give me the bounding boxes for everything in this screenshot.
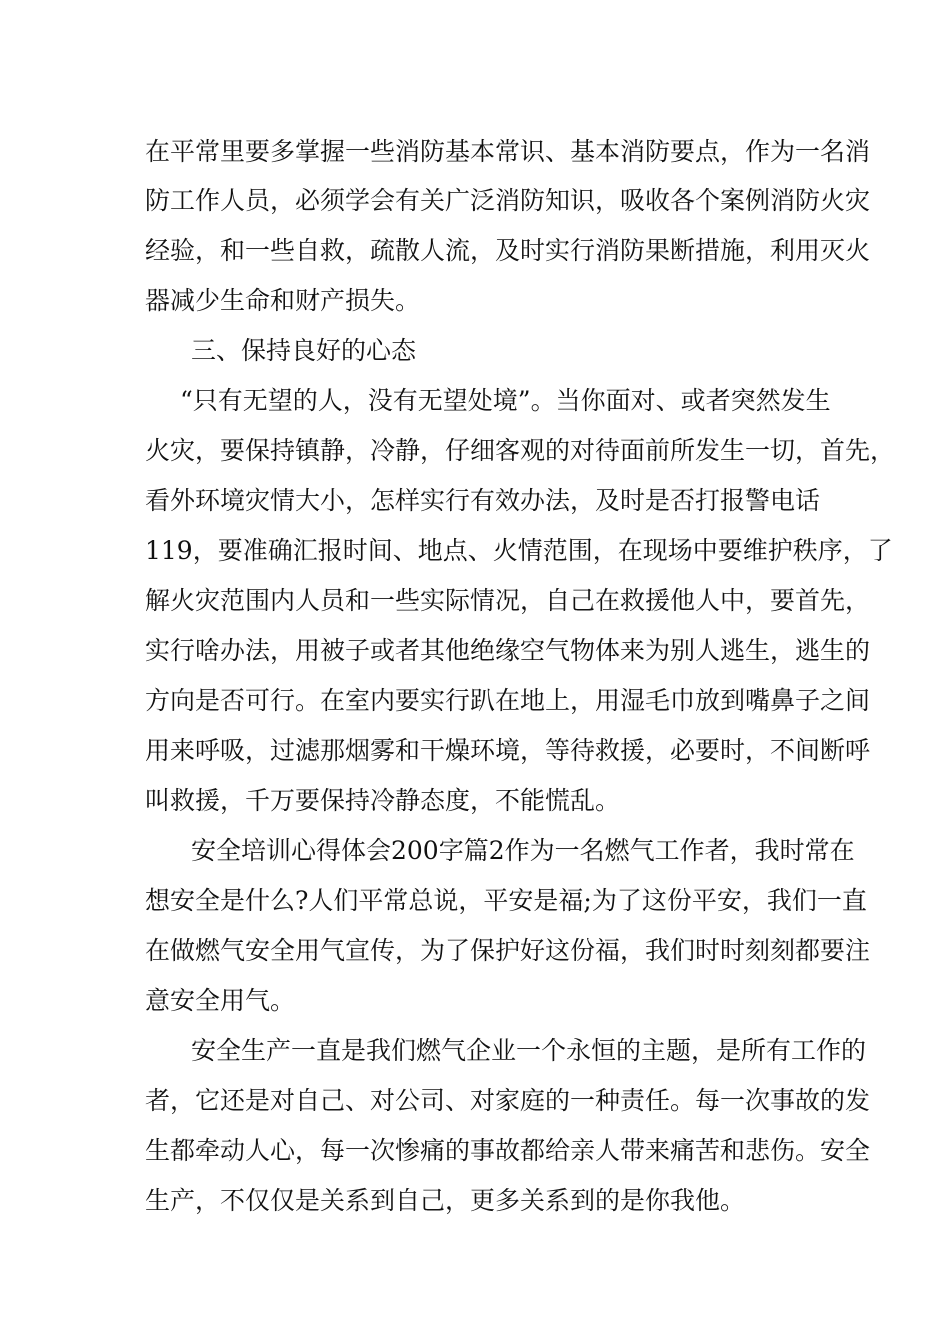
text-line [145, 1086, 950, 1136]
text-line-content: 者，它还是对自己、对公司、对家庭的一种责任。每一次事故的发 [145, 1086, 871, 1115]
text-line [145, 436, 950, 486]
text-line-content: 叫救援，千万要保持冷静态度，不能慌乱。 [145, 786, 621, 815]
text-line-content: 防工作人员，必须学会有关广泛消防知识，吸收各个案例消防火灾 [145, 186, 871, 215]
text-line [145, 137, 950, 187]
text-line [191, 836, 950, 886]
section-heading [191, 336, 950, 386]
text-line [180, 386, 950, 436]
text-line [145, 486, 950, 536]
text-line-content: 意安全用气。 [145, 986, 296, 1015]
text-line [145, 286, 950, 336]
text-line [145, 886, 950, 936]
text-line [145, 586, 950, 636]
text-line-content: 安全生产一直是我们燃气企业一个永恒的主题，是所有工作的 [191, 1036, 867, 1065]
text-line [145, 636, 950, 686]
text-line-content: 实行啥办法，用被子或者其他绝缘空气物体来为别人逃生，逃生的 [145, 636, 871, 665]
text-line-content: 生都牵动人心，每一次惨痛的事故都给亲人带来痛苦和悲伤。安全 [145, 1136, 871, 1165]
text-line-content: 安全培训心得体会200字篇2作为一名燃气工作者，我时常在 [191, 836, 855, 865]
text-line [145, 1186, 950, 1236]
text-line-content: 方向是否可行。在室内要实行趴在地上，用湿毛巾放到嘴鼻子之间 [145, 686, 871, 715]
text-line-content: 在平常里要多掌握一些消防基本常识、基本消防要点，作为一名消 [145, 137, 871, 166]
text-line [145, 686, 950, 736]
text-line [145, 986, 950, 1036]
text-line-content: 生产，不仅仅是关系到自己，更多关系到的是你我他。 [145, 1186, 746, 1215]
text-line [145, 736, 950, 786]
text-line-content: 用来呼吸，过滤那烟雾和干燥环境，等待救援，必要时，不间断呼 [145, 736, 871, 765]
text-line-content: 看外环境灾情大小，怎样实行有效办法，及时是否打报警电话 [145, 486, 821, 515]
text-line [191, 1036, 950, 1086]
text-line-content: 器减少生命和财产损失。 [145, 286, 421, 315]
text-line [145, 936, 950, 986]
text-line [145, 786, 950, 836]
text-line [145, 536, 950, 586]
text-line-content: 119，要准确汇报时间、地点、火情范围，在现场中要维护秩序，了 [145, 536, 893, 565]
text-line [145, 236, 950, 286]
section-heading-text: 三、保持良好的心态 [191, 336, 417, 365]
text-line-content: “只有无望的人，没有无望处境”。当你面对、或者突然发生 [180, 386, 831, 415]
text-line-content: 火灾，要保持镇静，冷静，仔细客观的对待面前所发生一切，首先， [145, 436, 896, 465]
text-line-content: 想安全是什么?人们平常总说，平安是福;为了这份平安，我们一直 [145, 886, 867, 915]
text-line-content: 在做燃气安全用气宣传，为了保护好这份福，我们时时刻刻都要注 [145, 936, 871, 965]
text-line [145, 186, 950, 236]
text-line-content: 解火灾范围内人员和一些实际情况，自己在救援他人中，要首先， [145, 586, 871, 615]
text-line-content: 经验，和一些自救，疏散人流，及时实行消防果断措施，利用灭火 [145, 236, 871, 265]
text-line [145, 1136, 950, 1186]
